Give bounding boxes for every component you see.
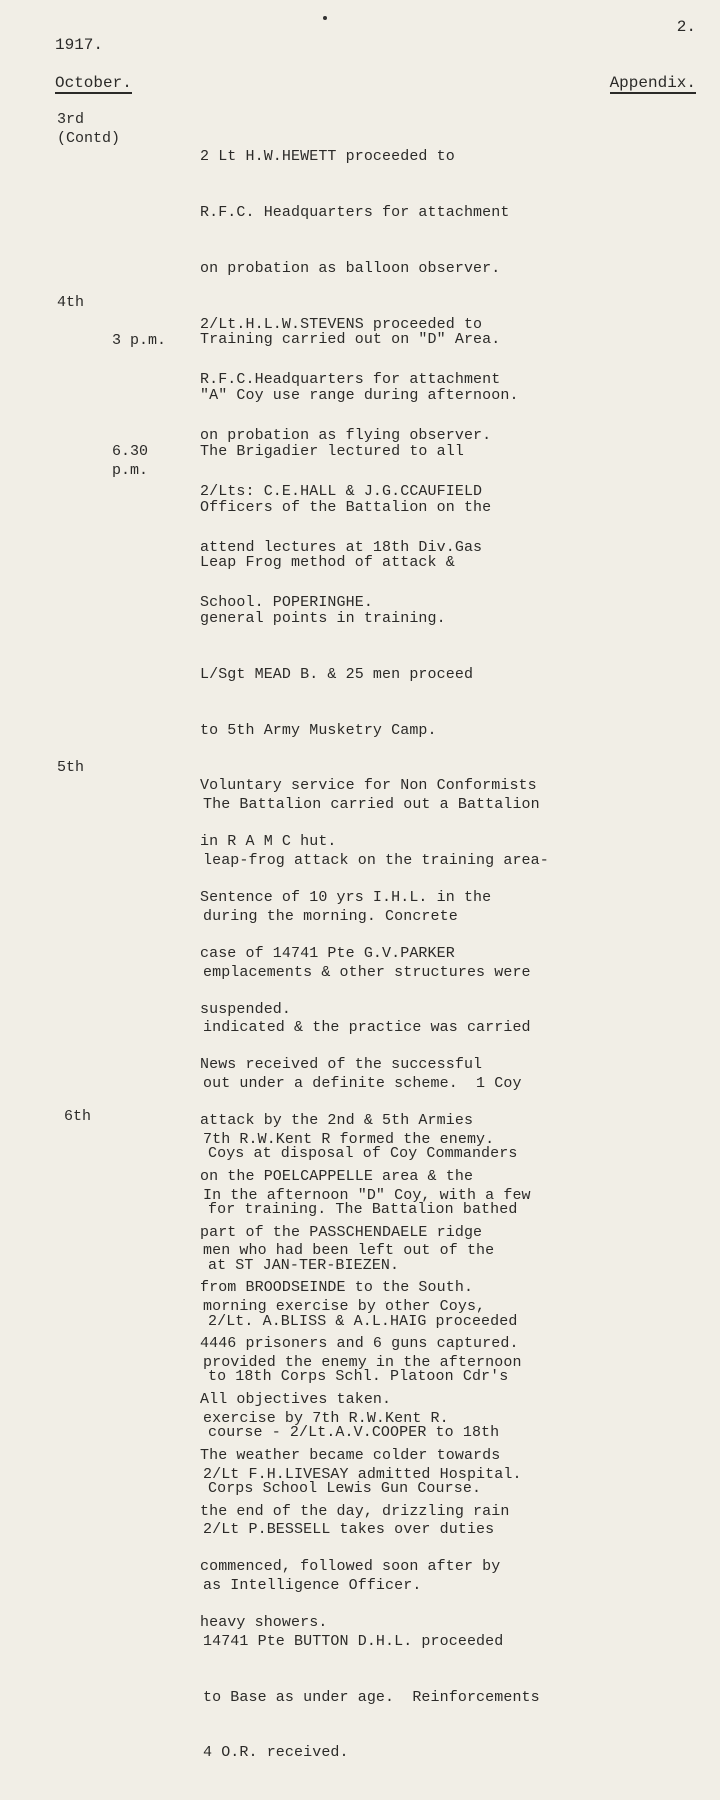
entry-line: Corps School Lewis Gun Course. xyxy=(208,1479,482,1497)
ink-dot xyxy=(323,16,327,20)
entry-line: R.F.C.Headquarters for attachment xyxy=(200,371,501,389)
entry-line: part of the PASSCHENDAELE ridge xyxy=(200,1223,483,1241)
entry-line: "A" Coy use range during afternoon. xyxy=(200,386,519,404)
entry-line: attack by the 2nd & 5th Armies xyxy=(200,1112,474,1130)
entry-line: general points in training. xyxy=(200,610,446,628)
entry-line: case of 14741 Pte G.V.PARKER xyxy=(200,944,455,962)
entry-line: commenced, followed soon after by xyxy=(200,1558,501,1576)
entry-line: 7th R.W.Kent R formed the enemy. xyxy=(203,1130,495,1148)
entry-date: 6th xyxy=(64,1108,92,1125)
entry-line: The Battalion carried out a Battalion xyxy=(203,796,540,814)
entry-line: Officers of the Battalion on the xyxy=(200,498,492,516)
entry-line: course - 2/Lt.A.V.COOPER to 18th xyxy=(208,1424,500,1442)
entry-time: 3 p.m. xyxy=(112,332,167,349)
entry-line: suspended. xyxy=(200,1000,292,1018)
entry-line: In the afternoon "D" Coy, with a few xyxy=(203,1186,531,1204)
page-number: 2. xyxy=(676,18,696,36)
entry-line: emplacements & other structures were xyxy=(203,963,531,981)
entry-line: from BROODSEINDE to the South. xyxy=(200,1279,474,1297)
entry-line: provided the enemy in the afternoon xyxy=(203,1354,522,1371)
entry-line: morning exercise by other Coys, xyxy=(203,1298,486,1316)
entry-date: 5th xyxy=(57,759,85,776)
entry-line: 2 Lt H.W.HEWETT proceeded to xyxy=(200,148,455,166)
entry-line: 2/Lt F.H.LIVESAY admitted Hospital. xyxy=(203,1465,522,1483)
entry-line: the end of the day, drizzling rain xyxy=(200,1502,510,1520)
entry-line: to 18th Corps Schl. Platoon Cdr's xyxy=(208,1368,509,1386)
entry-text xyxy=(208,1108,517,1536)
entry-line: News received of the successful xyxy=(200,1056,483,1074)
entry-line: attend lectures at 18th Div.Gas xyxy=(200,538,483,556)
entry-line: to Base as under age. Reinforcements xyxy=(203,1688,540,1706)
entry-line: Leap Frog method of attack & xyxy=(200,554,455,572)
entry-line: Sentence of 10 yrs I.H.L. in the xyxy=(200,889,492,906)
entry-line: Training carried out on "D" Area. xyxy=(200,331,501,349)
entry-line: The Brigadier lectured to all xyxy=(200,442,464,460)
entry-line: on probation as flying observer. xyxy=(200,427,492,445)
entry-line: on probation as balloon observer. xyxy=(200,259,501,277)
entry-time: 6.30 p.m. xyxy=(112,443,149,479)
entry-line: 4 O.R. received. xyxy=(203,1744,349,1762)
entry-line: 2/Lt.H.L.W.STEVENS proceeded to xyxy=(200,315,483,333)
entry-line: 2/Lts: C.E.HALL & J.G.CCAUFIELD xyxy=(200,482,483,500)
year-heading: 1917. xyxy=(55,36,104,54)
appendix-heading: Appendix. xyxy=(609,74,696,92)
entry-date: 4th xyxy=(57,294,85,311)
entry-line: to 5th Army Musketry Camp. xyxy=(200,721,437,739)
entry-line: leap-frog attack on the training area- xyxy=(203,851,549,869)
entry-date: 3rd (Contd) xyxy=(57,111,121,147)
entry-line: as Intelligence Officer. xyxy=(203,1577,422,1595)
entry-line: in R A M C hut. xyxy=(200,833,337,851)
entry-line: out under a definite scheme. 1 Coy xyxy=(203,1075,522,1093)
entry-line: on the POELCAPPELLE area & the xyxy=(200,1167,474,1185)
entry-line: indicated & the practice was carried xyxy=(203,1019,531,1037)
entry-line: during the morning. Concrete xyxy=(203,907,458,925)
entry-line: R.F.C. Headquarters for attachment xyxy=(200,203,510,221)
entry-line: 2/Lt P.BESSELL takes over duties xyxy=(203,1521,495,1539)
entry-line: 4446 prisoners and 6 guns captured. xyxy=(200,1335,519,1353)
entry-line: at ST JAN-TER-BIEZEN. xyxy=(208,1256,400,1274)
entry-line: L/Sgt MEAD B. & 25 men proceed xyxy=(200,665,474,683)
entry-line: men who had been left out of the xyxy=(203,1242,495,1260)
entry-line: 2/Lt. A.BLISS & A.L.HAIG proceeded xyxy=(208,1312,518,1330)
month-heading: October. xyxy=(55,74,132,92)
entry-line: Coys at disposal of Coy Commanders xyxy=(208,1145,518,1163)
entry-line: exercise by 7th R.W.Kent R. xyxy=(203,1409,449,1427)
entry-line: for training. The Battalion bathed xyxy=(208,1200,518,1218)
entry-line: 14741 Pte BUTTON D.H.L. proceeded xyxy=(203,1632,504,1650)
entry-line: heavy showers. xyxy=(200,1614,328,1632)
entry-line: All objectives taken. xyxy=(200,1391,392,1409)
entry-line: The weather became colder towards xyxy=(200,1446,501,1464)
entry-line: Voluntary service for Non Conformists xyxy=(200,777,537,795)
entry-line: School. POPERINGHE. xyxy=(200,594,373,612)
